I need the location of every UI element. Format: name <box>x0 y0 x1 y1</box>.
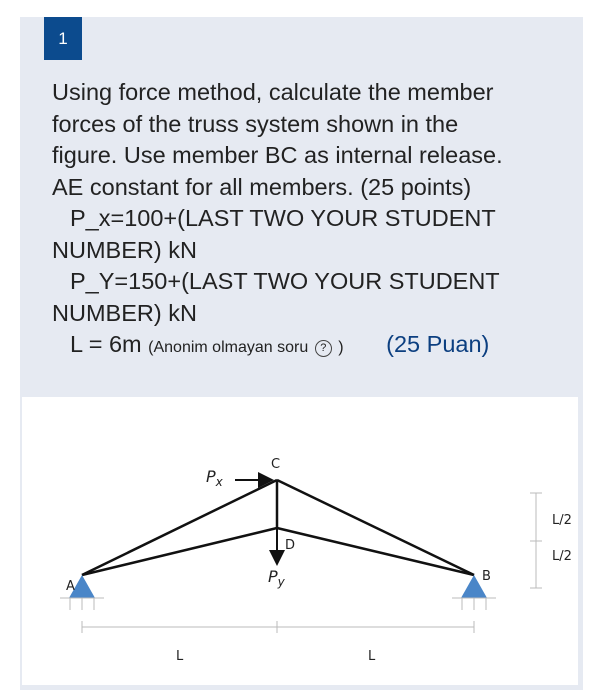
question-line: figure. Use member BC as internal release. <box>52 142 503 168</box>
question-line: P_x=100+(LAST TWO YOUR STUDENT <box>70 205 496 231</box>
dim-label-l-right: L <box>368 649 376 664</box>
node-label-d: D <box>285 538 296 553</box>
question-line: P_Y=150+(LAST TWO YOUR STUDENT <box>70 268 500 294</box>
question-card <box>20 17 583 690</box>
dim-label-l-left: L <box>176 649 184 664</box>
member-ac <box>82 480 277 575</box>
py-label: $P_y$ <box>268 567 285 589</box>
node-label-b: B <box>482 569 491 584</box>
question-line: NUMBER) kN <box>52 299 197 326</box>
node-label-a: A <box>66 579 75 594</box>
question-number-badge: 1 <box>44 17 82 60</box>
question-line: NUMBER) kN <box>52 236 197 263</box>
anon-close: ) <box>338 339 344 356</box>
truss-figure <box>22 397 578 685</box>
node-label-c: C <box>271 457 281 472</box>
dim-label-half-top: L/2 <box>552 513 572 528</box>
length-text: L = 6m <box>70 331 142 357</box>
question-text <box>52 77 572 364</box>
member-cb <box>277 480 474 575</box>
member-ad <box>82 528 277 575</box>
anon-note: (Anonim olmayan soru <box>148 339 309 356</box>
dim-label-half-bottom: L/2 <box>552 549 572 564</box>
help-icon[interactable]: ? <box>315 340 332 357</box>
question-line: AE constant for all members. (25 points) <box>52 173 472 200</box>
member-db <box>277 528 474 575</box>
question-line: forces of the truss system shown in the <box>52 110 459 137</box>
px-label: $P_x$ <box>206 467 223 489</box>
question-meta-line <box>52 329 572 364</box>
question-line: Using force method, calculate the member <box>52 79 494 105</box>
points-label: (25 Puan) <box>386 331 490 357</box>
